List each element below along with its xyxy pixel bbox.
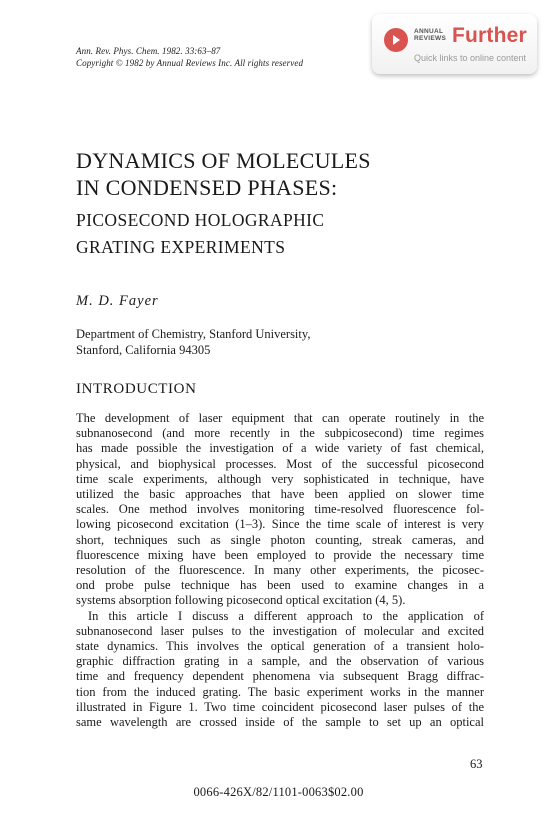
- author-name: M. D. Fayer: [76, 293, 159, 309]
- body-line: short, techniques such as single photon counting, streak cameras, and: [76, 532, 484, 547]
- journal-citation: [76, 45, 303, 69]
- body-line: fluorescence mixing have been employed to provide the necessary time: [76, 547, 484, 562]
- body-text: [76, 411, 484, 730]
- body-line: has made possible the investigation of a wide variety of fast chemical,: [76, 441, 484, 456]
- body-line: utilized the basic approaches that have been applied on slower time: [76, 487, 484, 502]
- body-line: systems absorption following picosecond optical excitation (4, 5).: [76, 593, 406, 608]
- section-heading: INTRODUCTION: [76, 381, 197, 397]
- annual-reviews-line2: REVIEWS: [414, 35, 447, 42]
- body-line: In this article I discuss a different approach to the application of: [88, 608, 484, 623]
- affiliation-line-2: Stanford, California 94305: [76, 343, 211, 357]
- body-line: lowing picosecond excitation (1–3). Since the time scale of interest is very: [76, 517, 484, 532]
- subtitle-line-2: GRATING EXPERIMENTS: [76, 237, 286, 257]
- body-line: subnanosecond (and more recently in the subpicosecond) time regimes: [76, 426, 484, 441]
- journal-line: Ann. Rev. Phys. Chem. 1982. 33:63–87: [76, 46, 221, 56]
- body-line: The development of laser equipment that can operate routinely in the: [76, 411, 484, 425]
- further-label: Further: [452, 24, 527, 47]
- article-subtitle: [76, 207, 324, 261]
- article-title: [76, 147, 371, 201]
- body-line: time scale experiments, although very sophisticated in technique, have: [76, 471, 484, 486]
- affiliation-line-1: Department of Chemistry, Stanford University,: [76, 327, 311, 341]
- body-line: tion from the induced grating. The basic experiment works in the manner: [76, 684, 484, 699]
- title-line-1: DYNAMICS OF MOLECULES: [76, 148, 371, 173]
- body-line: state dynamics. This involves the optical generation of a transient holo-: [76, 639, 484, 654]
- subtitle-line-1: PICOSECOND HOLOGRAPHIC: [76, 210, 325, 230]
- body-line: illustrated in Figure 1. Two time coincident picosecond laser pulses of the: [76, 699, 484, 714]
- author-affiliation: [76, 326, 310, 358]
- further-tagline: Quick links to online content: [414, 53, 527, 63]
- body-line: time and frequency dependent phenomena via subsequent Bragg diffrac-: [76, 669, 484, 684]
- page-number: 63: [470, 757, 483, 771]
- body-line: scales. One method involves monitoring time-resolved fluorescence fol-: [76, 502, 484, 517]
- body-line: physical, and biophysical processes. Most of the successful picosecond: [76, 456, 484, 471]
- body-line: graphic diffraction grating in a sample, and the observation of various: [76, 654, 484, 669]
- body-line: ond probe pulse technique has been used to examine changes in a: [76, 578, 484, 593]
- title-line-2: IN CONDENSED PHASES:: [76, 175, 338, 200]
- further-badge[interactable]: [372, 14, 537, 74]
- play-arrow-icon: [384, 28, 408, 52]
- body-line: same wavelength are crossed inside of the sample to set up an optical: [76, 715, 484, 730]
- annual-reviews-logo: [414, 28, 446, 42]
- annual-reviews-line1: ANNUAL: [414, 28, 444, 35]
- copyright-line: Copyright © 1982 by Annual Reviews Inc. All rights reserved: [76, 58, 304, 68]
- body-line: subnanosecond laser pulses to the investigation of molecular and excited: [76, 623, 484, 638]
- body-line: resolution of the fluorescence. In many other experiments, the picosec-: [76, 563, 484, 578]
- article-code: 0066-426X/82/1101-0063$02.00: [193, 785, 364, 799]
